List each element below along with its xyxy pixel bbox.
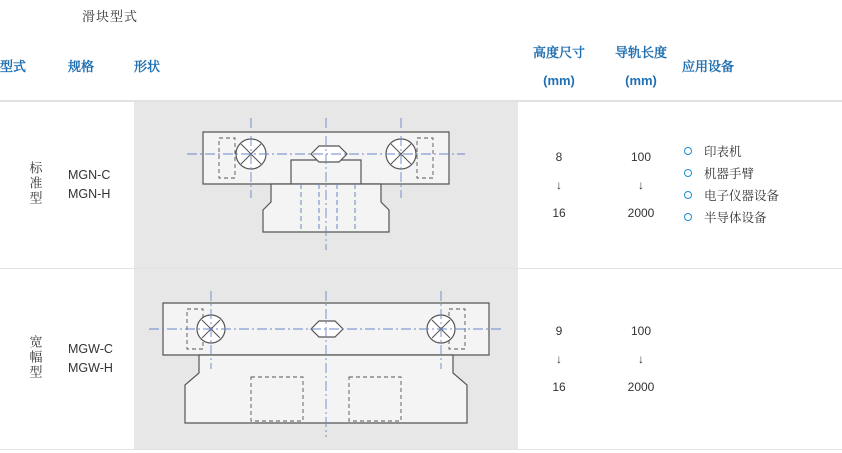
cell-type-wide: 宽幅型 (27, 335, 43, 380)
slider-type-table (0, 34, 842, 450)
header-application: 应用设备 (682, 34, 842, 101)
bullet-icon (684, 191, 692, 199)
cell-application-standard (682, 101, 842, 269)
cell-shape-wide (134, 269, 518, 450)
table-caption: 滑块型式 (82, 9, 139, 24)
length-min: 100 (630, 323, 652, 338)
length-max: 2000 (627, 206, 655, 221)
bullet-icon (684, 213, 692, 221)
cell-length-wide (600, 269, 682, 450)
length-max: 2000 (627, 380, 655, 395)
height-arrow: ↓ (556, 177, 562, 192)
size-code: MGN-C (68, 167, 111, 182)
size-code: MGW-C (68, 341, 113, 356)
list-item: 半导体设备 (682, 207, 842, 229)
length-min: 100 (630, 149, 652, 164)
table-header-row (0, 34, 842, 101)
header-size: 规格 (68, 34, 134, 101)
length-arrow: ↓ (638, 177, 644, 192)
cell-type-standard: 标准型 (27, 161, 43, 206)
list-item: 机器手臂 (682, 163, 842, 185)
linear-guide-block-wide-icon (141, 277, 511, 441)
cell-height-wide (518, 269, 600, 450)
length-arrow: ↓ (638, 351, 644, 366)
height-arrow: ↓ (556, 351, 562, 366)
table-row (0, 101, 842, 269)
header-length: 导轨长度 (mm) (600, 34, 682, 101)
height-min: 9 (555, 323, 563, 338)
list-item: 电子仪器设备 (682, 185, 842, 207)
cell-shape-standard (134, 101, 518, 269)
table-row (0, 269, 842, 450)
cell-length-standard (600, 101, 682, 269)
application-list (682, 141, 842, 229)
size-code: MGN-H (68, 187, 111, 201)
bullet-icon (684, 147, 692, 155)
header-type: 型式 (0, 34, 68, 101)
height-max: 16 (552, 380, 566, 395)
size-code: MGW-H (68, 361, 113, 375)
height-max: 16 (552, 206, 566, 221)
list-item: 印表机 (682, 141, 842, 163)
cell-size-standard (68, 101, 134, 269)
table-header (0, 34, 842, 101)
cell-height-standard (518, 101, 600, 269)
header-shape: 形状 (134, 34, 518, 101)
linear-guide-block-standard-icon (141, 110, 511, 260)
cell-application-wide (682, 269, 842, 450)
height-min: 8 (555, 149, 563, 164)
cell-size-wide (68, 269, 134, 450)
table-body (0, 101, 842, 450)
bullet-icon (684, 169, 692, 177)
header-height: 高度尺寸 (mm) (518, 34, 600, 101)
